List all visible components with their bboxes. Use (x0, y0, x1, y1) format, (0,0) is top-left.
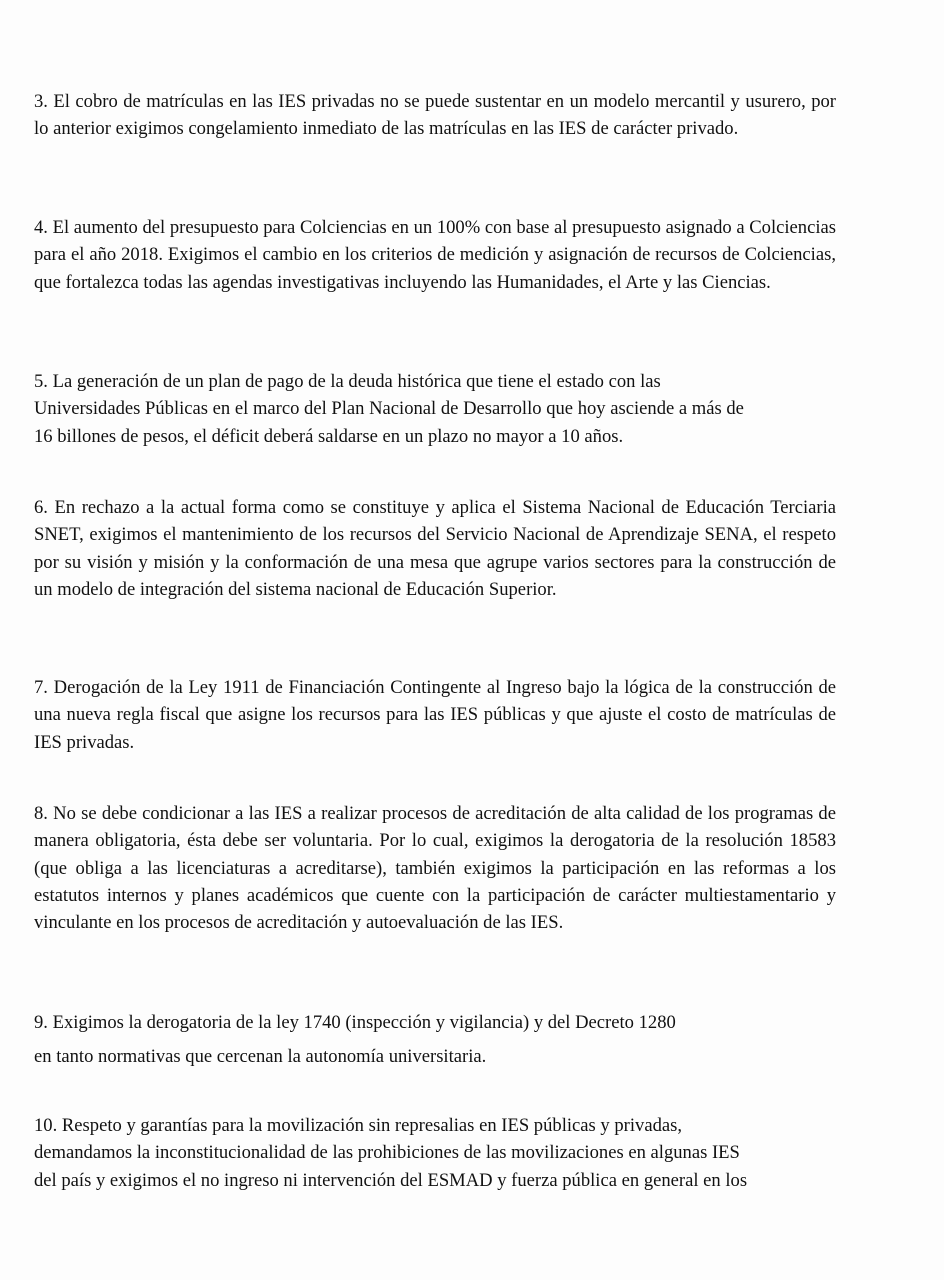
paragraph-item-5-line-2: Universidades Públicas en el marco del Plan Nacional de Desarrollo que hoy asciende a más de (34, 398, 744, 420)
paragraph-item-5-line-3: 16 billones de pesos, el déficit deberá saldarse en un plazo no mayor a 10 años. (34, 425, 624, 447)
paragraph-item-8: 8. No se debe condicionar a las IES a realizar procesos de acreditación de alta calidad de los programas de manera obligatoria, ésta debe ser voluntaria. Por lo cual, exigimos la derogatoria de la resolución 18583 (que obliga a las licenciaturas a acreditarse), también exigimos la participación en las reformas a los estatutos internos y planes académicos que cuente con la participación de carácter multiestamentario y vinculante en los procesos de acreditación y autoevaluación de las IES. (34, 803, 836, 934)
paragraph-item-9-line-2: en tanto normativas que cercenan la autonomía universitaria. (34, 1046, 487, 1067)
paragraph-item-5-line-1: 5. La generación de un plan de pago de la deuda histórica que tiene el estado con las (34, 371, 661, 392)
paragraph-item-5 (34, 368, 836, 450)
paragraph-item-10 (34, 1112, 836, 1194)
paragraph-item-3: 3. El cobro de matrículas en las IES privadas no se puede sustentar en un modelo mercantil y usurero, por lo anterior exigimos congelamiento inmediato de las matrículas en las IES de carácter privado. (34, 91, 836, 140)
paragraph-item-4: 4. El aumento del presupuesto para Colciencias en un 100% con base al presupuesto asignado a Colciencias para el año 2018. Exigimos el cambio en los criterios de medición y asignación de recursos de Colciencias, que fortalezca todas las agendas investigativas incluyendo las Humanidades, el Arte y las Ciencias. (34, 217, 836, 293)
paragraph-item-9 (34, 1006, 836, 1074)
paragraph-item-10-line-3: del país y exigimos el no ingreso ni intervención del ESMAD y fuerza pública en general en los (34, 1169, 748, 1191)
paragraph-item-10-line-2: demandamos la inconstitucionalidad de las prohibiciones de las movilizaciones en algunas IES (34, 1142, 740, 1164)
paragraph-item-10-line-1: 10. Respeto y garantías para la movilización sin represalias en IES públicas y privadas, (34, 1115, 683, 1136)
paragraph-item-7: 7. Derogación de la Ley 1911 de Financiación Contingente al Ingreso bajo la lógica de la construcción de una nueva regla fiscal que asigne los recursos para las IES públicas y que ajuste el costo de matrículas de IES privadas. (34, 677, 836, 753)
paragraph-item-9-line-1: 9. Exigimos la derogatoria de la ley 1740 (inspección y vigilancia) y del Decreto 1280 (34, 1012, 676, 1033)
paragraph-item-6: 6. En rechazo a la actual forma como se constituye y aplica el Sistema Nacional de Educación Terciaria SNET, exigimos el mantenimiento de los recursos del Servicio Nacional de Aprendizaje SENA, el respeto por su visión y misión y la conformación de una mesa que agrupe varios sectores para la construcción de un modelo de integración del sistema nacional de Educación Superior. (34, 497, 836, 600)
